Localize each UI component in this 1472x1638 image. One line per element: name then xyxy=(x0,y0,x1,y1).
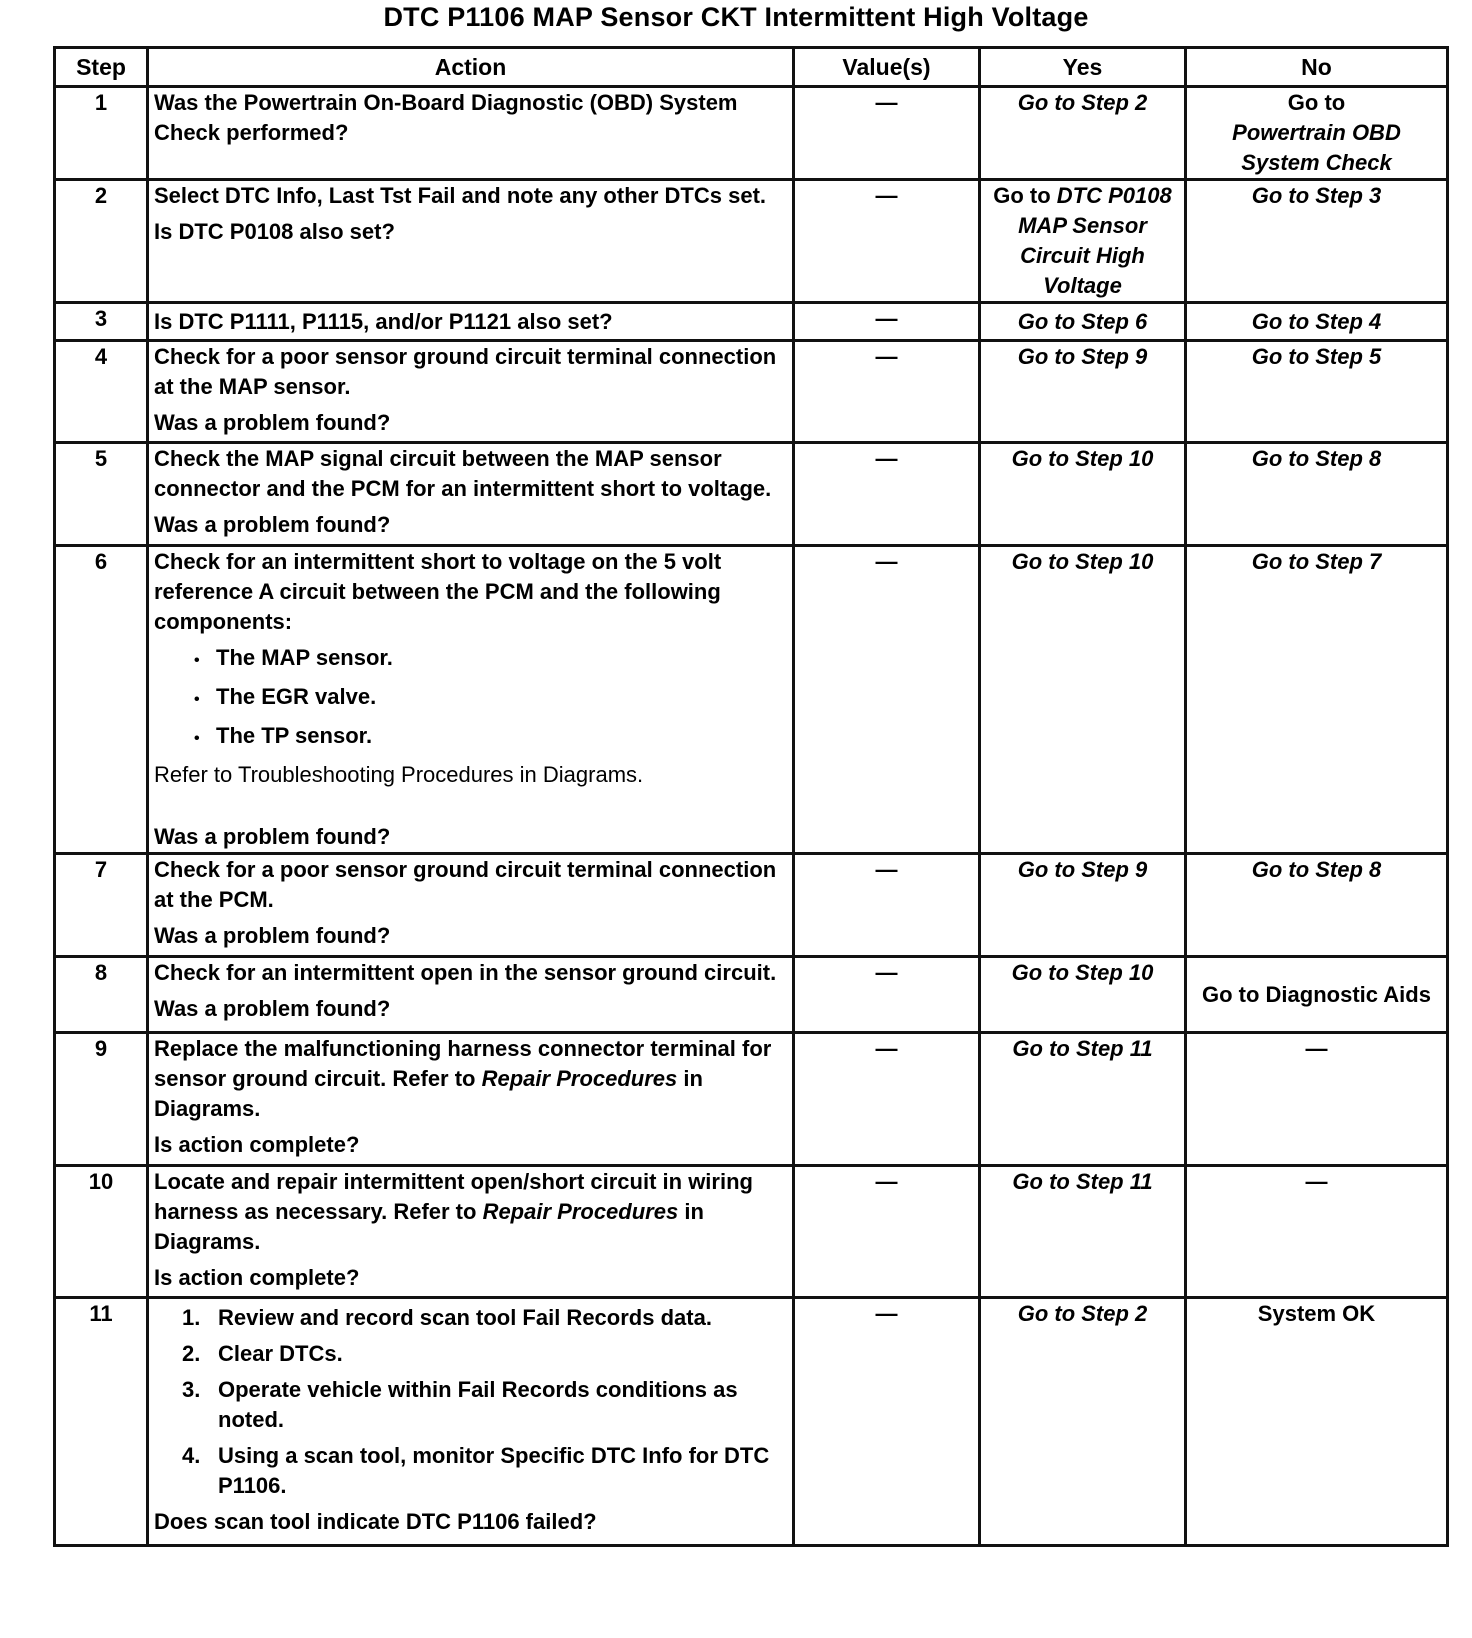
step-number: 4 xyxy=(55,341,148,443)
action-question: Was a problem found? xyxy=(154,410,391,435)
action-text-end: in Diagrams. xyxy=(154,1199,704,1254)
yes-cell: Go to Step 9 xyxy=(980,854,1186,957)
list-number: 3. xyxy=(182,1377,201,1402)
component-list xyxy=(194,643,787,754)
value-cell: — xyxy=(794,1033,980,1166)
yes-cell: Go to Step 6 xyxy=(980,303,1186,341)
step-number: 6 xyxy=(55,546,148,854)
step-number: 5 xyxy=(55,443,148,546)
value-cell: — xyxy=(794,443,980,546)
action-text: Was the Powertrain On-Board Diagnostic (OBD) System Check performed? xyxy=(154,90,738,145)
action-text xyxy=(154,1167,787,1257)
yes-link: DTC P0108 MAP Sensor Circuit High Voltage xyxy=(1018,183,1172,298)
action-cell xyxy=(148,546,794,854)
header-yes: Yes xyxy=(980,48,1186,87)
action-cell xyxy=(148,1033,794,1166)
yes-prefix: Go to xyxy=(993,183,1051,208)
action-cell xyxy=(148,957,794,1033)
list-item xyxy=(182,1441,787,1501)
no-cell: Go to Diagnostic Aids xyxy=(1186,957,1448,1033)
table-row xyxy=(55,1166,1448,1298)
yes-cell xyxy=(980,180,1186,303)
step-number: 7 xyxy=(55,854,148,957)
list-item: • The TP sensor. xyxy=(194,721,787,754)
value-cell: — xyxy=(794,957,980,1033)
action-question: Is action complete? xyxy=(154,1265,360,1290)
table-row xyxy=(55,1033,1448,1166)
action-question: Was a problem found? xyxy=(154,923,391,948)
list-text: Operate vehicle within Fail Records conditions as noted. xyxy=(218,1377,738,1432)
table-row xyxy=(55,957,1448,1033)
yes-cell: Go to Step 10 xyxy=(980,443,1186,546)
action-text: Check for an intermittent short to voltage on the 5 volt reference A circuit between the PCM and the following components: xyxy=(154,549,722,634)
procedure-list xyxy=(182,1303,787,1501)
action-question: Was a problem found? xyxy=(154,512,391,537)
action-cell xyxy=(148,854,794,957)
action-cell xyxy=(148,87,794,180)
table-row xyxy=(55,87,1448,180)
yes-cell: Go to Step 2 xyxy=(980,87,1186,180)
value-cell: — xyxy=(794,341,980,443)
action-cell xyxy=(148,341,794,443)
list-number: 2. xyxy=(182,1341,201,1366)
table-row xyxy=(55,546,1448,854)
list-text: Review and record scan tool Fail Records data. xyxy=(218,1305,712,1330)
yes-cell: Go to Step 11 xyxy=(980,1166,1186,1298)
no-cell: System OK xyxy=(1186,1298,1448,1546)
value-cell: — xyxy=(794,303,980,341)
action-question: Does scan tool indicate DTC P1106 failed? xyxy=(154,1509,597,1534)
yes-cell: Go to Step 11 xyxy=(980,1033,1186,1166)
action-text-start: Locate and repair intermittent open/short circuit in wiring harness as necessary. Refer to xyxy=(154,1169,753,1224)
value-cell: — xyxy=(794,546,980,854)
action-question: Is DTC P0108 also set? xyxy=(154,219,395,244)
header-action: Action xyxy=(148,48,794,87)
action-text: Check for an intermittent open in the sensor ground circuit. xyxy=(154,960,777,985)
action-text xyxy=(154,1034,787,1124)
no-cell: Go to Step 3 xyxy=(1186,180,1448,303)
repair-procedures-link: Repair Procedures xyxy=(482,1199,679,1224)
no-cell xyxy=(1186,87,1448,180)
yes-cell: Go to Step 2 xyxy=(980,1298,1186,1546)
action-text: Check the MAP signal circuit between the MAP sensor connector and the PCM for an intermittent short to voltage. xyxy=(154,446,772,501)
table-row xyxy=(55,303,1448,341)
action-text: Check for a poor sensor ground circuit terminal connection at the PCM. xyxy=(154,857,777,912)
header-row xyxy=(55,48,1448,87)
list-number: 1. xyxy=(182,1305,201,1330)
action-cell xyxy=(148,1166,794,1298)
dtc-table xyxy=(53,46,1449,1547)
table-row xyxy=(55,443,1448,546)
no-link: Powertrain OBD System Check xyxy=(1232,120,1401,175)
no-prefix: Go to xyxy=(1287,90,1346,115)
step-number: 3 xyxy=(55,303,148,341)
value-cell: — xyxy=(794,1166,980,1298)
yes-cell: Go to Step 9 xyxy=(980,341,1186,443)
no-cell: Go to Step 5 xyxy=(1186,341,1448,443)
no-cell: — xyxy=(1186,1166,1448,1298)
header-step: Step xyxy=(55,48,148,87)
yes-cell: Go to Step 10 xyxy=(980,957,1186,1033)
list-item xyxy=(182,1303,787,1333)
no-cell: Go to Step 7 xyxy=(1186,546,1448,854)
table-row xyxy=(55,180,1448,303)
list-item: • The MAP sensor. xyxy=(194,643,787,676)
no-cell: Go to Step 8 xyxy=(1186,443,1448,546)
list-item xyxy=(182,1375,787,1435)
action-reference: Refer to Troubleshooting Procedures in Diagrams. xyxy=(154,762,644,787)
action-question: Is action complete? xyxy=(154,1132,360,1157)
action-question: Was a problem found? xyxy=(154,824,391,849)
action-cell xyxy=(148,303,794,341)
list-text: Using a scan tool, monitor Specific DTC Info for DTC P1106. xyxy=(218,1443,770,1498)
page-title: DTC P1106 MAP Sensor CKT Intermittent High Voltage xyxy=(383,2,1089,32)
step-number: 2 xyxy=(55,180,148,303)
action-cell xyxy=(148,180,794,303)
action-text-end: in Diagrams. xyxy=(154,1066,703,1121)
step-number: 9 xyxy=(55,1033,148,1166)
action-text: Check for a poor sensor ground circuit terminal connection at the MAP sensor. xyxy=(154,344,777,399)
value-cell: — xyxy=(794,854,980,957)
list-item xyxy=(182,1339,787,1369)
no-cell: Go to Step 4 xyxy=(1186,303,1448,341)
value-cell: — xyxy=(794,180,980,303)
action-cell xyxy=(148,443,794,546)
yes-cell: Go to Step 10 xyxy=(980,546,1186,854)
action-text: Is DTC P1111, P1115, and/or P1121 also set? xyxy=(154,308,613,334)
no-cell: Go to Step 8 xyxy=(1186,854,1448,957)
action-text-start: Replace the malfunctioning harness connector terminal for sensor ground circuit. Refer to xyxy=(154,1036,772,1091)
step-number: 8 xyxy=(55,957,148,1033)
step-number: 10 xyxy=(55,1166,148,1298)
step-number: 11 xyxy=(55,1298,148,1546)
step-number: 1 xyxy=(55,87,148,180)
action-cell xyxy=(148,1298,794,1546)
list-item: • The EGR valve. xyxy=(194,682,787,715)
action-question: Was a problem found? xyxy=(154,996,391,1021)
table-row xyxy=(55,341,1448,443)
header-no: No xyxy=(1186,48,1448,87)
table-row xyxy=(55,854,1448,957)
value-cell: — xyxy=(794,1298,980,1546)
list-number: 4. xyxy=(182,1443,201,1468)
table-row xyxy=(55,1298,1448,1546)
header-values: Value(s) xyxy=(794,48,980,87)
list-text: Clear DTCs. xyxy=(218,1341,343,1366)
repair-procedures-link: Repair Procedures xyxy=(481,1066,678,1091)
action-text: Select DTC Info, Last Tst Fail and note any other DTCs set. xyxy=(154,183,767,208)
no-cell: — xyxy=(1186,1033,1448,1166)
value-cell: — xyxy=(794,87,980,180)
